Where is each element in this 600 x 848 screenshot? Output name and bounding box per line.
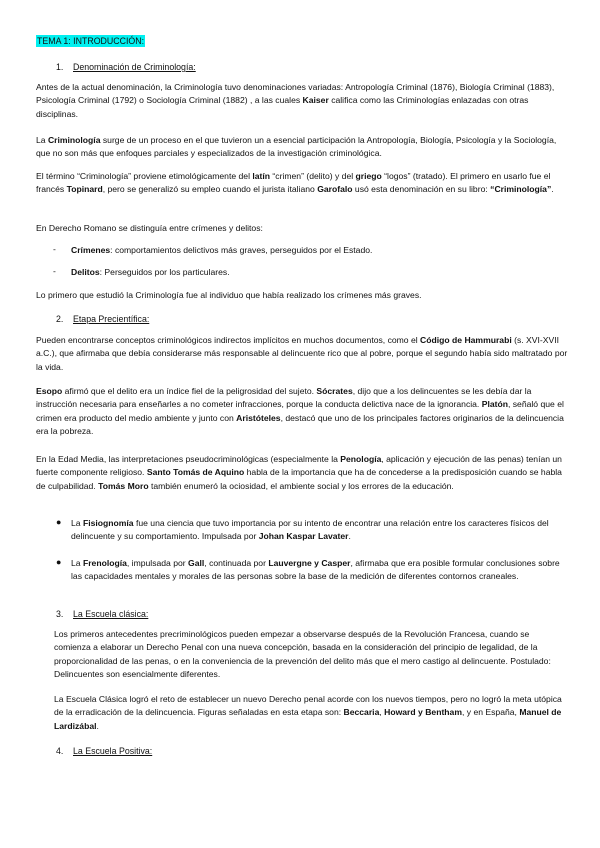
section-number: 1. xyxy=(56,62,64,72)
bold-term: Frenología xyxy=(82,558,127,568)
text-run: surge de un proceso en el que tuvieron un a esencial participación la Antropología, Biología, Psicología y la Sociología, que no son más que enfoques parciales y especializados de la investigación criminológica. xyxy=(36,135,557,159)
text-run: , continuada por xyxy=(204,558,269,568)
section-label: Denominación de Criminología: xyxy=(73,62,196,72)
section-label: La Escuela clásica: xyxy=(73,609,149,619)
bold-term: Manuel de Lardizábal xyxy=(54,707,562,731)
paragraph-origen xyxy=(36,134,568,161)
list-item xyxy=(71,244,568,257)
bold-term: Crímenes xyxy=(71,245,111,255)
text-run: : comportamientos delictivos más graves, perseguidos por el Estado. xyxy=(110,245,373,255)
bullet-frenologia xyxy=(71,557,568,584)
text-run: , impulsada por xyxy=(126,558,189,568)
bold-term: Garofalo xyxy=(317,184,353,195)
section-number: 2. xyxy=(56,314,64,324)
text-run: La xyxy=(71,518,83,528)
section-heading-2 xyxy=(56,313,149,325)
paragraph-edad-media xyxy=(36,453,568,493)
bold-term: Gall xyxy=(188,558,205,568)
text-run: : Perseguidos por los particulares. xyxy=(99,267,230,277)
text-run: La xyxy=(36,135,48,145)
list-item xyxy=(71,266,568,279)
text-run: En la Edad Media, las interpretaciones pseudocriminológicas (especialmente la xyxy=(36,454,341,464)
bold-term: Lauvergne y Casper xyxy=(268,558,351,568)
list-marker: - xyxy=(53,266,56,276)
bold-term: Kaiser xyxy=(302,95,329,106)
paragraph-revolucion: Los primeros antecedentes precriminológicos pueden empezar a observarse después de la Revolución Francesa, cuando se comienza a elaborar un Derecho Penal con una nueva concepción, basada en la consideración del principio de legalidad, de la proporcionalidad de las penas, o en la conveniencia de la prevención del delito más que el mero castigo al delincuente. Postulado: Delincuentes son esencialmente diferentes. xyxy=(54,629,551,679)
bold-term: Santo Tomás de Aquino xyxy=(146,467,245,478)
text-run: , xyxy=(379,707,385,718)
paragraph-escuela-clasica xyxy=(54,693,568,733)
text-run: califica como las Criminologías enlazadas con otras disciplinas. xyxy=(36,95,529,119)
bold-term: latín xyxy=(252,171,271,181)
paragraph-hammurabi xyxy=(36,334,568,374)
text-run: afirmó que el delito era un índice fiel de la peligrosidad del sujeto. xyxy=(62,386,317,396)
bold-term: Johan Kaspar Lavater xyxy=(258,531,349,542)
text-run: “logos” (tratado). El primero en usarlo fue el francés xyxy=(36,171,551,195)
bold-term: Esopo xyxy=(36,386,63,396)
bold-term: Howard y Bentham xyxy=(384,707,462,718)
text-run: habla de la importancia que ha de concederse a la predisposición cuando se habla de culpabilidad. xyxy=(36,467,562,491)
bold-term: Fisiognomía xyxy=(82,518,134,528)
list-marker: - xyxy=(53,244,56,254)
text-run: Antes de la actual denominación, la Criminología tuvo denominaciones variadas: Antropología Criminal (1876), Biología Criminal (1883), Psicología Criminal (1792) o Sociología Criminal (1882) , a las cuales xyxy=(36,82,555,106)
bold-term: Topinard xyxy=(66,184,103,195)
bold-term: Aristóteles xyxy=(236,412,281,423)
bold-term: Criminología xyxy=(47,135,101,145)
bold-term: Platón xyxy=(481,399,508,410)
text-run: usó esta denominación en su libro: xyxy=(352,184,491,195)
text-run: El término “Criminología” proviene etimológicamente del xyxy=(36,171,253,181)
text-run: . xyxy=(96,720,99,731)
paragraph-denominaciones xyxy=(36,81,568,121)
section-heading-1 xyxy=(56,61,196,73)
bold-term: Beccaria xyxy=(343,707,380,718)
text-run: , dijo que a los delincuentes se les debía dar la instrucción necesaria para enseñarles a no cometer infracciones, porque la conducta delictiva nace de la ignorancia. xyxy=(36,386,532,410)
bold-term: Penología xyxy=(340,454,382,464)
text-run: La xyxy=(71,558,83,568)
section-number: 3. xyxy=(56,609,64,619)
bullet-fisiognomia xyxy=(71,517,568,544)
text-run: , y en España, xyxy=(461,707,520,718)
paragraph-derecho-romano: En Derecho Romano se distinguía entre crímenes y delitos: xyxy=(36,223,263,233)
paragraph-individuo: Lo primero que estudió la Criminología fue al individuo que había realizado los crímenes más graves. xyxy=(36,290,422,300)
bullet-icon: ● xyxy=(56,557,62,567)
paragraph-etimologia xyxy=(36,170,568,197)
bullet-icon: ● xyxy=(56,517,62,527)
section-heading-3 xyxy=(56,608,148,620)
bold-term: “Criminología” xyxy=(490,184,552,195)
text-run: , señaló que el crimen era producto del medio ambiente y junto con xyxy=(36,399,564,423)
text-run: Pueden encontrarse conceptos criminológicos indirectos implícitos en muchos documentos, como el xyxy=(36,335,421,345)
text-run: (s. XVI-XVII a.C.), que afirmaba que debía considerarse más responsable al delincuente rico que al pobre, porque el segundo había sido maltratado por la vida. xyxy=(36,335,568,372)
section-heading-4 xyxy=(56,745,152,757)
text-run: “crimen” (delito) y del xyxy=(270,171,356,181)
bold-term: Tomás Moro xyxy=(98,480,149,491)
text-run: La Escuela Clásica logró el reto de establecer un nuevo Derecho penal acorde con los nuevos tiempos, pero no logró la meta utópica de la erradicación de la delincuencia. Figuras señaladas en esta etapa son: xyxy=(54,694,562,718)
bold-term: griego xyxy=(355,171,382,181)
bold-term: Código de Hammurabi xyxy=(420,335,512,345)
section-number: 4. xyxy=(56,746,64,756)
section-label: Etapa Precientífica: xyxy=(73,314,150,324)
text-run: , destacó que uno de los principales factores originarios de la delincuencia era la pobreza. xyxy=(36,412,564,436)
text-run: fue una ciencia que tuvo importancia por su intento de encontrar una relación entre los caracteres físicos del delincuente y su comportamiento. Impulsada por xyxy=(71,518,549,542)
text-run: , afirmaba que era posible formular conclusiones sobre las capacidades mentales y morales de las personas sobre la base de la medición de diferentes contornos craneales. xyxy=(71,558,560,582)
text-run: también enumeró la ociosidad, el ambiente social y los errores de la educación. xyxy=(148,480,454,491)
text-run: , aplicación y ejecución de las penas) tenían un fuerte componente religioso. xyxy=(36,454,562,478)
bold-term: Sócrates xyxy=(316,386,353,396)
text-run: . xyxy=(551,184,554,195)
text-run: , pero se generalizó su empleo cuando el jurista italiano xyxy=(102,184,318,195)
bold-term: Delitos xyxy=(71,267,100,277)
section-label: La Escuela Positiva: xyxy=(73,746,153,756)
paragraph-filosofos xyxy=(36,385,568,438)
page-title: TEMA 1: INTRODUCCIÓN: xyxy=(37,36,145,46)
text-run: . xyxy=(348,531,351,542)
